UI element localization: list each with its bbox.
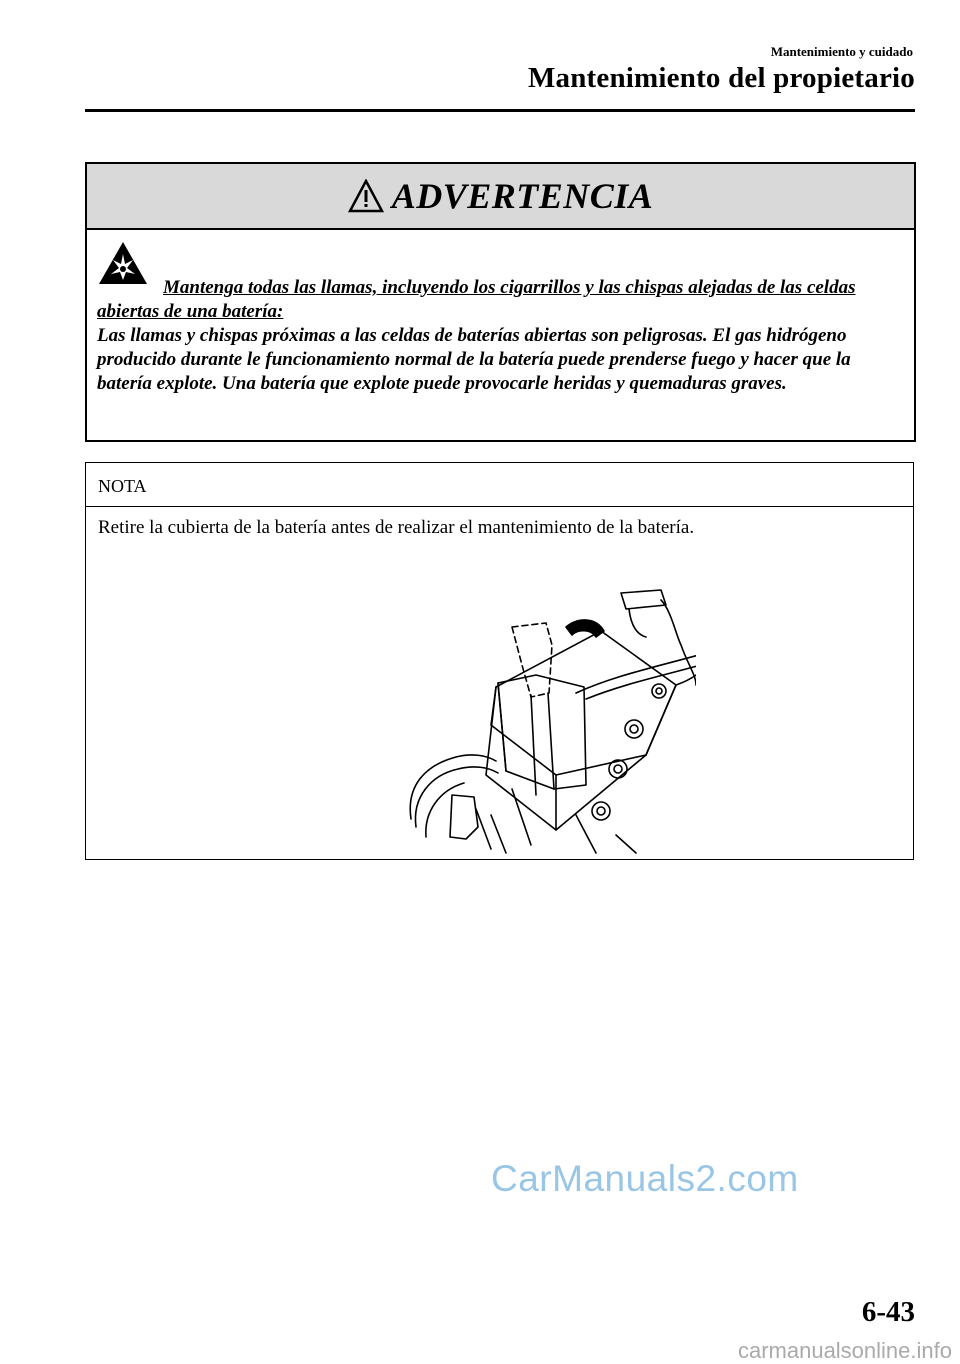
warning-lead: Mantenga todas las llamas, incluyendo los cigarrillos y las chispas alejadas de las celdas abiertas de una batería: [97,277,856,322]
note-text: Retire la cubierta de la batería antes de realizar el mantenimiento de la batería. [98,517,695,538]
warning-body [87,230,914,396]
note-title: NOTA [86,463,913,507]
note-box [85,462,914,860]
header-rule [85,109,915,112]
section-name: Mantenimiento y cuidado [770,44,913,59]
explosion-hazard-icon [97,240,149,286]
page-title: Mantenimiento del propietario [527,62,915,94]
page-number: 6-43 [861,1296,915,1328]
warning-title: ADVERTENCIA [391,176,654,216]
warning-box [85,162,916,442]
warning-text: Las llamas y chispas próximas a las celdas de baterías abiertas son peligrosas. El gas hidrógeno producido durante le funcionamiento normal de la batería puede prenderse fuego y hacer que la batería explote. Una batería que explote puede provocarle heridas y quemaduras graves. [97,325,851,394]
battery-cover-illustration [316,575,696,855]
warning-header [87,164,914,230]
warning-triangle-icon [348,179,384,213]
watermark: CarManuals2.com [491,1158,799,1199]
footer-link[interactable]: carmanualsonline.info [737,1338,952,1363]
